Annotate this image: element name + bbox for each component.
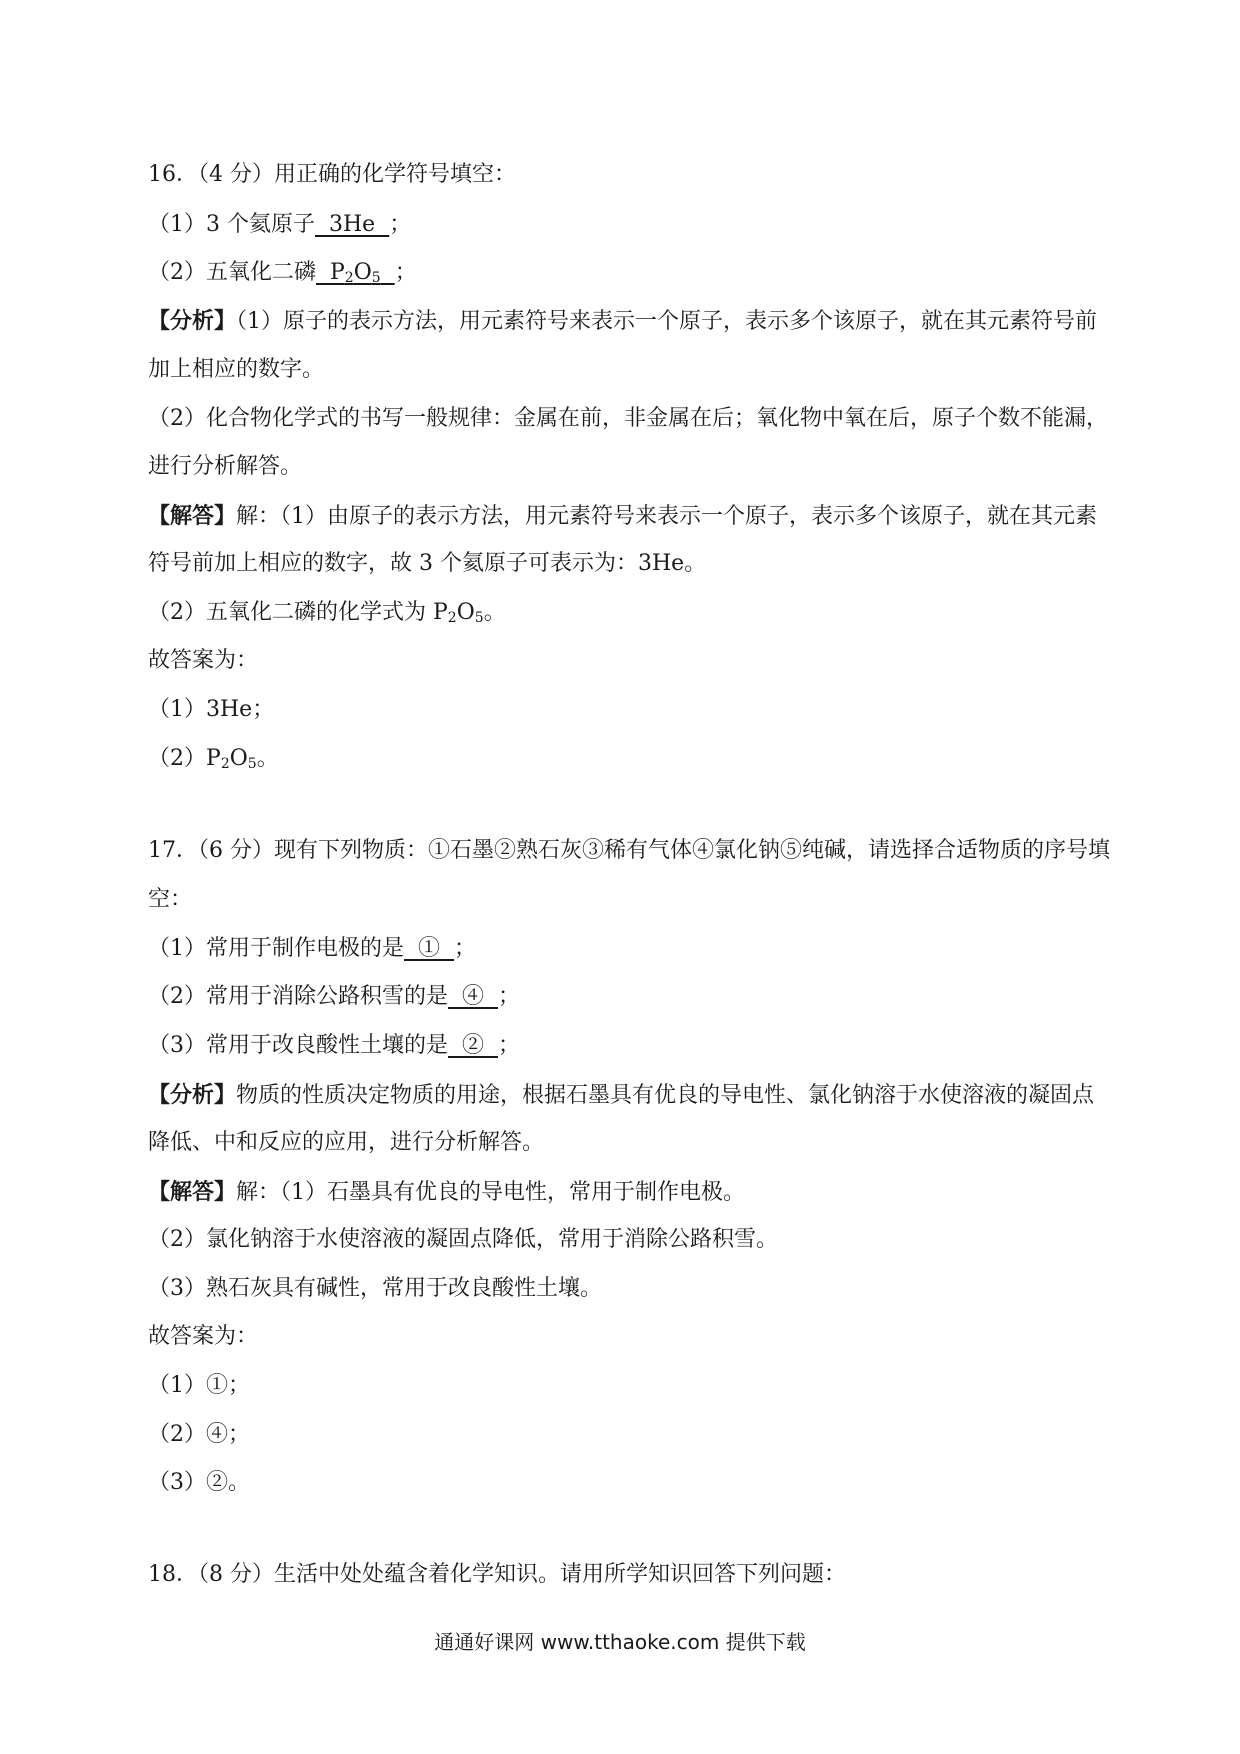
q16-analysis-tag: 【分析】 [148,308,237,334]
q16-part1-answer: 3He [315,212,390,237]
q16-answer-line3 [148,598,1098,628]
q16-final2-pre: （2）P [148,746,221,771]
q16-answer-tag: 【解答】 [148,503,237,529]
q16-final-2 [148,744,1098,774]
q17-title-line2: 空： [148,887,193,912]
q16-answer-formula-sub2: 5 [474,610,484,626]
q16-part2-answer-p: P [316,260,345,285]
q17-part3-answer: ② [448,1033,498,1058]
q17-final-label: 故答案为： [148,1324,259,1349]
q16-analysis-line2: 加上相应的数字。 [148,357,325,382]
q16-part2-end: ； [394,260,417,285]
q16-analysis-line1 [148,306,1098,337]
q17-part1-end: ； [453,936,476,961]
q16-part1-end: ； [389,212,412,237]
q18-title: 18．（8 分）生活中处处蕴含着化学知识。请用所学知识回答下列问题： [148,1562,846,1587]
q17-analysis-line1 [148,1080,1098,1111]
q17-analysis-line2: 降低、中和反应的应用，进行分析解答。 [148,1130,545,1155]
q17-part2-prompt: （2）常用于消除公路积雪的是 [148,984,448,1009]
q17-answer-text1: 解：（1）石墨具有优良的导电性，常用于制作电极。 [236,1180,746,1205]
q17-part1-answer: ① [404,936,454,961]
q17-part3-end: ； [497,1033,520,1058]
q16-answer-line2: 符号前加上相应的数字，故 3 个氦原子可表示为：3He。 [148,551,707,576]
q17-final-2: （2）④； [148,1422,250,1447]
q16-analysis-line3: （2）化合物化学式的书写一般规律：金属在前，非金属在后；氧化物中氧在后，原子个数不能漏， [148,406,1109,431]
q17-part2-answer: ④ [448,984,498,1009]
q16-part1 [148,210,1098,240]
q16-final2-sub2: 5 [247,756,257,772]
q17-final-3: （3）②。 [148,1470,250,1495]
q17-final-1: （1）①； [148,1373,250,1398]
q16-part2-answer-pad [381,260,395,285]
q17-answer-line3: （3）熟石灰具有碱性，常用于改良酸性土壤。 [148,1276,602,1301]
q16-part1-prompt: （1）3 个氦原子 [148,212,315,237]
q17-answer-tag: 【解答】 [148,1179,237,1205]
q16-part2-answer [316,260,395,285]
q16-final2-sub1: 2 [220,756,230,772]
q16-answer-formula-pre: （2）五氧化二磷的化学式为 P [148,600,448,625]
q16-title: 16．（4 分）用正确的化学符号填空： [148,162,516,187]
q17-answer-line1 [148,1177,1098,1208]
q17-part1 [148,934,1098,964]
q16-answer-formula-end: 。 [483,600,506,625]
q16-part2-prompt: （2）五氧化二磷 [148,260,316,285]
q16-part2 [148,258,1098,288]
page-footer: 通通好课网 www.tthaoke.com 提供下载 [434,1630,806,1654]
q16-final2-o: O [229,746,248,771]
q16-part2-answer-o: O [353,260,372,285]
q16-answer-line1 [148,501,1098,532]
q17-analysis-text1: 物质的性质决定物质的用途，根据石墨具有优良的导电性、氯化钠溶于水使溶液的凝固点 [236,1083,1095,1108]
q16-final-label: 故答案为： [148,648,259,673]
q16-answer-formula-sub1: 2 [447,610,457,626]
q16-part2-answer-sub2: 5 [371,270,381,286]
q17-answer-line2: （2）氯化钠溶于水使溶液的凝固点降低，常用于消除公路积雪。 [148,1227,778,1252]
q17-analysis-tag: 【分析】 [148,1082,237,1108]
q17-part3 [148,1031,1098,1061]
q16-analysis-line4: 进行分析解答。 [148,454,303,479]
q16-final2-end: 。 [256,746,279,771]
q16-part2-answer-sub1: 2 [344,270,354,286]
q16-answer-formula-o: O [456,600,475,625]
q17-title-line1: 17．（6 分）现有下列物质：①石墨②熟石灰③稀有气体④氯化钠⑤纯碱，请选择合适物质的序号填 [148,838,1110,863]
q17-part1-prompt: （1）常用于制作电极的是 [148,936,404,961]
q16-analysis-text1: （1）原子的表示方法，用元素符号来表示一个原子，表示多个该原子，就在其元素符号前 [236,309,1098,334]
q17-part2-end: ； [497,984,520,1009]
q17-part2 [148,982,1098,1012]
q17-part3-prompt: （3）常用于改良酸性土壤的是 [148,1033,448,1058]
q16-answer-text1: 解：（1）由原子的表示方法，用元素符号来表示一个原子，表示多个该原子，就在其元素 [236,504,1098,529]
q16-final-1: （1）3He； [148,697,275,722]
